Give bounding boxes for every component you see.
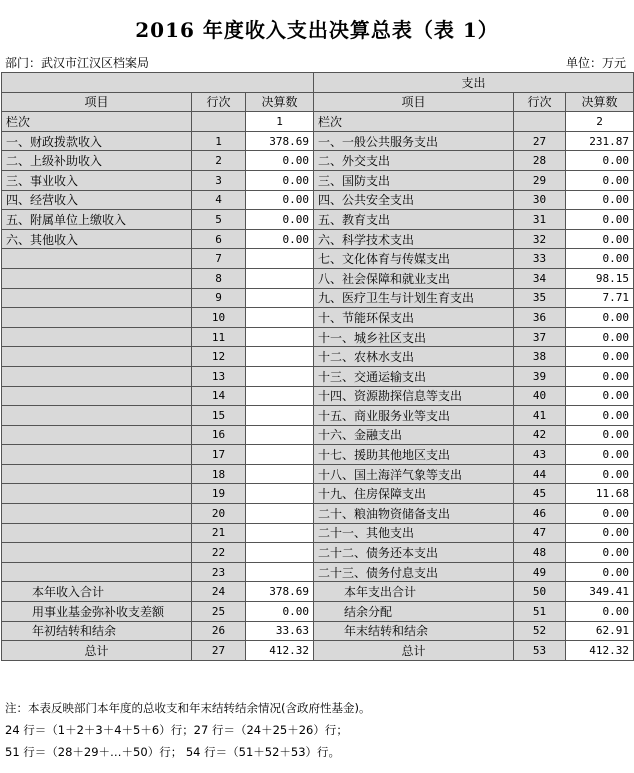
income-item-cell: [2, 484, 192, 504]
income-summary-row-no: 27: [192, 641, 246, 661]
table-row: [2, 484, 634, 504]
income-item-cell: 三、事业收入: [2, 170, 192, 190]
table-row: [2, 190, 634, 210]
expense-amount-cell: 0.00: [566, 170, 634, 190]
income-item-cell: 五、附属单位上缴收入: [2, 210, 192, 230]
income-row-no-cell: 18: [192, 464, 246, 484]
expense-row-no-header: 行次: [514, 92, 566, 112]
income-amount-cell: 378.69: [246, 131, 314, 151]
table-row: [2, 308, 634, 328]
expense-row-no-cell: 46: [514, 504, 566, 524]
expense-amount-cell: 0.00: [566, 406, 634, 426]
table-row: [2, 406, 634, 426]
unit-label: 单位：万元: [565, 56, 626, 70]
income-column-no-value: 1: [246, 112, 314, 132]
income-summary-row-no: 25: [192, 602, 246, 622]
expense-amount-cell: 0.00: [566, 151, 634, 171]
expense-row-no-cell: 29: [514, 170, 566, 190]
expense-summary-row-no: 50: [514, 582, 566, 602]
expense-row-no-cell: 47: [514, 523, 566, 543]
expense-column-no-blank: [514, 112, 566, 132]
table-row: [2, 523, 634, 543]
expense-summary-amount: 0.00: [566, 602, 634, 622]
expense-amount-cell: 0.00: [566, 425, 634, 445]
summary-row: [2, 582, 634, 602]
income-row-no-cell: 5: [192, 210, 246, 230]
income-amount-cell: [246, 425, 314, 445]
expense-item-cell: 七、文化体育与传媒支出: [314, 249, 514, 269]
expense-amount-header: 决算数: [566, 92, 634, 112]
income-row-no-cell: 2: [192, 151, 246, 171]
expense-summary-label: 本年支出合计: [314, 582, 514, 602]
expense-row-no-cell: 31: [514, 210, 566, 230]
table-row: [2, 562, 634, 582]
income-item-cell: [2, 562, 192, 582]
expense-item-cell: 十三、交通运输支出: [314, 366, 514, 386]
expense-amount-cell: 0.00: [566, 190, 634, 210]
expense-summary-amount: 349.41: [566, 582, 634, 602]
income-summary-label: 本年收入合计: [2, 582, 192, 602]
expense-amount-cell: 0.00: [566, 308, 634, 328]
expense-item-cell: 十四、资源勘探信息等支出: [314, 386, 514, 406]
income-item-cell: [2, 543, 192, 563]
income-amount-cell: [246, 288, 314, 308]
expense-row-no-cell: 34: [514, 268, 566, 288]
expense-summary-amount: 62.91: [566, 621, 634, 641]
expense-amount-cell: 0.00: [566, 543, 634, 563]
table-row: [2, 327, 634, 347]
expense-row-no-cell: 44: [514, 464, 566, 484]
expense-row-no-cell: 49: [514, 562, 566, 582]
income-item-cell: [2, 523, 192, 543]
income-summary-label: 年初结转和结余: [2, 621, 192, 641]
income-amount-cell: 0.00: [246, 170, 314, 190]
expense-summary-row-no: 53: [514, 641, 566, 661]
income-item-cell: 六、其他收入: [2, 229, 192, 249]
income-amount-cell: [246, 249, 314, 269]
income-column-no-label: 栏次: [2, 112, 192, 132]
expense-item-header: 项目: [314, 92, 514, 112]
income-row-no-cell: 1: [192, 131, 246, 151]
income-item-cell: [2, 249, 192, 269]
expense-column-no-value: 2: [566, 112, 634, 132]
income-row-no-cell: 6: [192, 229, 246, 249]
income-amount-cell: [246, 268, 314, 288]
table-row: [2, 425, 634, 445]
table-row: [2, 131, 634, 151]
income-item-cell: [2, 386, 192, 406]
table-row: [2, 249, 634, 269]
income-row-no-cell: 11: [192, 327, 246, 347]
expense-row-no-cell: 35: [514, 288, 566, 308]
table-row: [2, 445, 634, 465]
table-row: [2, 229, 634, 249]
footnotes: [5, 697, 370, 763]
income-item-cell: [2, 288, 192, 308]
expense-row-no-cell: 32: [514, 229, 566, 249]
expense-amount-cell: 0.00: [566, 464, 634, 484]
expense-row-no-cell: 28: [514, 151, 566, 171]
income-item-header: 项目: [2, 92, 192, 112]
expense-item-cell: 三、国防支出: [314, 170, 514, 190]
income-row-no-cell: 3: [192, 170, 246, 190]
expense-summary-label: 年末结转和结余: [314, 621, 514, 641]
income-summary-row-no: 24: [192, 582, 246, 602]
report-title: 2016 年度收入支出决算总表（表 1）: [135, 18, 499, 42]
income-summary-amount: 0.00: [246, 602, 314, 622]
expense-item-cell: 十八、国土海洋气象等支出: [314, 464, 514, 484]
income-amount-cell: [246, 308, 314, 328]
expense-amount-cell: 0.00: [566, 445, 634, 465]
income-row-no-cell: 14: [192, 386, 246, 406]
expense-amount-cell: 0.00: [566, 327, 634, 347]
income-column-no-blank: [192, 112, 246, 132]
income-item-cell: [2, 347, 192, 367]
expense-row-no-cell: 40: [514, 386, 566, 406]
table-row: [2, 464, 634, 484]
table-row: [2, 504, 634, 524]
income-row-no-cell: 12: [192, 347, 246, 367]
income-amount-cell: 0.00: [246, 229, 314, 249]
income-item-cell: 二、上级补助收入: [2, 151, 192, 171]
expense-amount-cell: 98.15: [566, 268, 634, 288]
expense-amount-cell: 0.00: [566, 523, 634, 543]
section-header-row: [2, 73, 634, 93]
expense-row-no-cell: 45: [514, 484, 566, 504]
summary-row: [2, 641, 634, 661]
income-item-cell: [2, 327, 192, 347]
income-item-cell: [2, 268, 192, 288]
expense-item-cell: 四、公共安全支出: [314, 190, 514, 210]
summary-row: [2, 621, 634, 641]
expense-amount-cell: 7.71: [566, 288, 634, 308]
income-amount-cell: [246, 327, 314, 347]
table-row: [2, 210, 634, 230]
income-row-no-cell: 7: [192, 249, 246, 269]
table-row: [2, 170, 634, 190]
footnote-line: 51 行＝（28＋29＋…＋50）行； 54 行＝（51＋52＋53）行。: [5, 745, 341, 759]
income-amount-cell: [246, 445, 314, 465]
expense-amount-cell: 0.00: [566, 366, 634, 386]
expense-row-no-cell: 30: [514, 190, 566, 210]
expense-column-no-label: 栏次: [314, 112, 514, 132]
income-amount-cell: [246, 543, 314, 563]
income-amount-cell: [246, 484, 314, 504]
department-label: 部门：武汉市江汉区档案局: [5, 56, 150, 70]
expense-row-no-cell: 39: [514, 366, 566, 386]
expense-amount-cell: 231.87: [566, 131, 634, 151]
income-expense-table: [1, 72, 634, 661]
income-amount-cell: 0.00: [246, 151, 314, 171]
expense-row-no-cell: 48: [514, 543, 566, 563]
expense-row-no-cell: 41: [514, 406, 566, 426]
expense-amount-cell: 0.00: [566, 249, 634, 269]
expense-row-no-cell: 42: [514, 425, 566, 445]
expense-amount-cell: 0.00: [566, 210, 634, 230]
income-row-no-cell: 22: [192, 543, 246, 563]
expense-row-no-cell: 33: [514, 249, 566, 269]
expense-row-no-cell: 27: [514, 131, 566, 151]
expense-row-no-cell: 37: [514, 327, 566, 347]
income-item-cell: [2, 366, 192, 386]
income-amount-cell: [246, 386, 314, 406]
income-section-header: [2, 73, 314, 93]
table-row: [2, 151, 634, 171]
expense-summary-amount: 412.32: [566, 641, 634, 661]
expense-amount-cell: 0.00: [566, 347, 634, 367]
income-amount-cell: [246, 366, 314, 386]
expense-item-cell: 十五、商业服务业等支出: [314, 406, 514, 426]
income-amount-cell: [246, 523, 314, 543]
table-row: [2, 386, 634, 406]
income-row-no-header: 行次: [192, 92, 246, 112]
income-row-no-cell: 16: [192, 425, 246, 445]
expense-amount-cell: 0.00: [566, 229, 634, 249]
expense-item-cell: 二、外交支出: [314, 151, 514, 171]
expense-item-cell: 一、一般公共服务支出: [314, 131, 514, 151]
footnote-line: 24 行＝（1＋2＋3＋4＋5＋6）行；27 行＝（24＋25＋26）行；: [5, 723, 348, 737]
income-amount-cell: [246, 562, 314, 582]
income-item-cell: 四、经营收入: [2, 190, 192, 210]
expense-summary-row-no: 52: [514, 621, 566, 641]
column-header-row: [2, 92, 634, 112]
income-summary-label: 用事业基金弥补收支差额: [2, 602, 192, 622]
income-row-no-cell: 19: [192, 484, 246, 504]
table-row: [2, 543, 634, 563]
expense-summary-label: 总计: [314, 641, 514, 661]
expense-summary-label: 结余分配: [314, 602, 514, 622]
income-amount-cell: [246, 504, 314, 524]
income-item-cell: [2, 445, 192, 465]
income-summary-amount: 412.32: [246, 641, 314, 661]
expense-amount-cell: 0.00: [566, 562, 634, 582]
income-row-no-cell: 13: [192, 366, 246, 386]
expense-item-cell: 五、教育支出: [314, 210, 514, 230]
income-row-no-cell: 23: [192, 562, 246, 582]
income-summary-amount: 33.63: [246, 621, 314, 641]
table-row: [2, 347, 634, 367]
income-row-no-cell: 21: [192, 523, 246, 543]
expense-amount-cell: 0.00: [566, 386, 634, 406]
income-summary-label: 总计: [2, 641, 192, 661]
expense-item-cell: 六、科学技术支出: [314, 229, 514, 249]
income-row-no-cell: 15: [192, 406, 246, 426]
summary-row: [2, 602, 634, 622]
expense-row-no-cell: 36: [514, 308, 566, 328]
income-row-no-cell: 8: [192, 268, 246, 288]
column-number-row: [2, 112, 634, 132]
expense-section-header: 支出: [314, 73, 634, 93]
expense-item-cell: 十七、援助其他地区支出: [314, 445, 514, 465]
expense-item-cell: 十九、住房保障支出: [314, 484, 514, 504]
footnote-line: 注：本表反映部门本年度的总收支和年末结转结余情况(含政府性基金)。: [5, 701, 371, 715]
income-row-no-cell: 20: [192, 504, 246, 524]
income-amount-cell: [246, 464, 314, 484]
table-row: [2, 366, 634, 386]
income-row-no-cell: 17: [192, 445, 246, 465]
income-item-cell: [2, 425, 192, 445]
expense-row-no-cell: 38: [514, 347, 566, 367]
income-amount-header: 决算数: [246, 92, 314, 112]
income-amount-cell: [246, 347, 314, 367]
income-item-cell: [2, 406, 192, 426]
expense-item-cell: 二十三、债务付息支出: [314, 562, 514, 582]
expense-amount-cell: 11.68: [566, 484, 634, 504]
income-item-cell: [2, 308, 192, 328]
income-row-no-cell: 4: [192, 190, 246, 210]
income-amount-cell: [246, 406, 314, 426]
expense-item-cell: 十六、金融支出: [314, 425, 514, 445]
income-amount-cell: 0.00: [246, 210, 314, 230]
expense-item-cell: 十、节能环保支出: [314, 308, 514, 328]
table-row: [2, 268, 634, 288]
expense-item-cell: 九、医疗卫生与计划生育支出: [314, 288, 514, 308]
expense-item-cell: 二十二、债务还本支出: [314, 543, 514, 563]
income-summary-row-no: 26: [192, 621, 246, 641]
expense-amount-cell: 0.00: [566, 504, 634, 524]
expense-item-cell: 二十一、其他支出: [314, 523, 514, 543]
income-item-cell: [2, 504, 192, 524]
table-row: [2, 288, 634, 308]
expense-row-no-cell: 43: [514, 445, 566, 465]
income-row-no-cell: 9: [192, 288, 246, 308]
income-row-no-cell: 10: [192, 308, 246, 328]
expense-item-cell: 十二、农林水支出: [314, 347, 514, 367]
expense-item-cell: 二十、粮油物资储备支出: [314, 504, 514, 524]
expense-summary-row-no: 51: [514, 602, 566, 622]
income-item-cell: [2, 464, 192, 484]
income-amount-cell: 0.00: [246, 190, 314, 210]
expense-item-cell: 八、社会保障和就业支出: [314, 268, 514, 288]
income-summary-amount: 378.69: [246, 582, 314, 602]
income-item-cell: 一、财政拨款收入: [2, 131, 192, 151]
expense-item-cell: 十一、城乡社区支出: [314, 327, 514, 347]
